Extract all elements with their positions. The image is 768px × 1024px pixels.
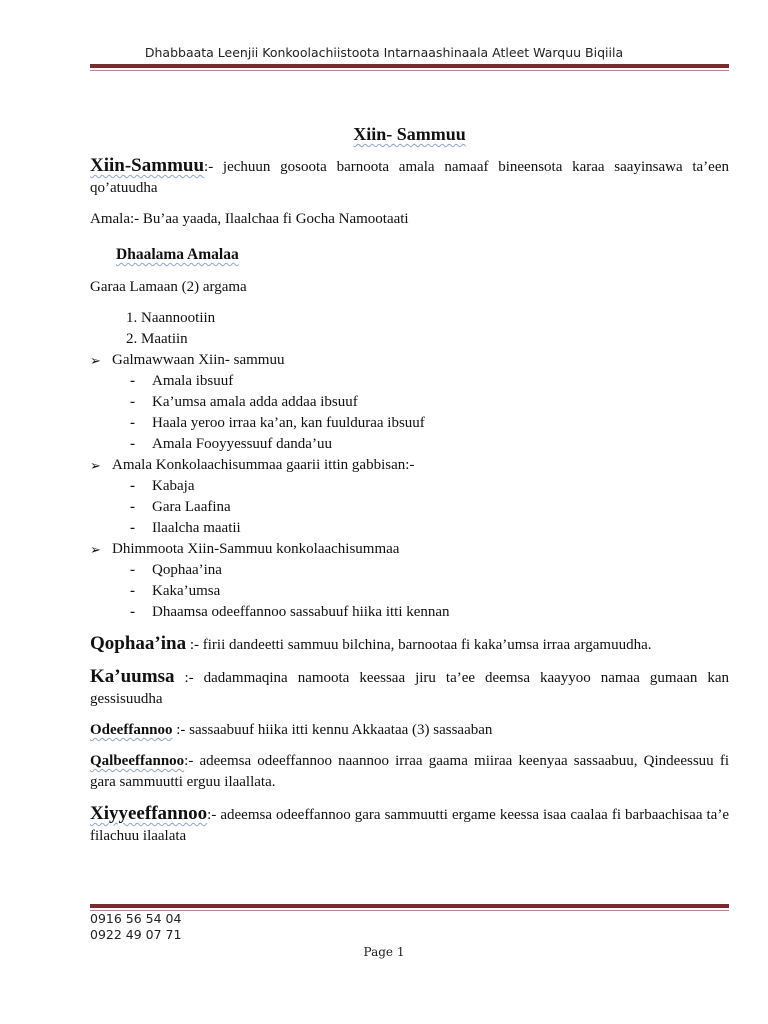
- subheading: Dhaalama Amalaa: [116, 246, 239, 263]
- dash-bullet-icon: -: [130, 436, 135, 452]
- dash-bullet-item: - Amala Fooyyessuuf danda’uu: [90, 434, 729, 455]
- arrow-bullet-item: ➢ Dhimmoota Xiin-Sammuu konkolaachisummaa: [90, 539, 729, 560]
- dash-bullet-item: - Qophaa’ina: [90, 560, 729, 581]
- dash-bullet-icon: -: [130, 394, 135, 410]
- definition-text: :- jechuun gosoota barnoota amala namaaf bineensota karaa saayinsawa ta’een qo’atuudha: [90, 159, 729, 196]
- dash-bullet-item: - Haala yeroo irraa ka’an, kan fuulduraa ibsuuf: [90, 413, 729, 434]
- term-paragraph: Qalbeeffannoo:- adeemsa odeeffannoo naannoo irraa gaama miiraa keenyaa sassaabuu, Qindeessuu fi gara sammuutti erguu ilaallata.: [90, 753, 729, 790]
- term: Ka’uumsa: [90, 666, 175, 687]
- definition-term: Xiin-Sammuu: [90, 155, 205, 176]
- dash-bullet-icon: -: [130, 562, 135, 578]
- numbered-item: 2. Maatiin: [126, 331, 188, 347]
- footer-phones: [90, 911, 181, 943]
- term: Odeeffannoo: [90, 722, 173, 738]
- section-list: [90, 350, 729, 623]
- dash-bullet-icon: -: [130, 478, 135, 494]
- header-rule: [90, 64, 729, 71]
- amala-line: Amala:- Bu’aa yaada, Ilaalchaa fi Gocha Namootaati: [90, 211, 409, 227]
- arrow-bullet-item: ➢ Amala Konkolaachisummaa gaarii ittin gabbisan:-: [90, 455, 729, 476]
- dash-bullet-item: - Ilaalcha maatii: [90, 518, 729, 539]
- arrow-bullet-icon: ➢: [90, 542, 101, 557]
- term: Xiyyeeffannoo: [90, 803, 208, 824]
- arrow-bullet-item: ➢ Galmawwaan Xiin- sammuu: [90, 350, 729, 371]
- dash-bullet-icon: -: [130, 583, 135, 599]
- term-paragraph: Ka’uumsa :- dadammaqina namoota keessaa jiru ta’ee deemsa kaayyoo namaa gumaan kan gessisuudha: [90, 666, 729, 707]
- dash-bullet-item: - Kabaja: [90, 476, 729, 497]
- dash-bullet-item: - Kaka’umsa: [90, 581, 729, 602]
- term-paragraph: Xiyyeeffannoo:- adeemsa odeeffannoo gara sammuutti ergame keessa isaa caalaa fi barbaachisaa ta’e filachuu ilaalata: [90, 803, 729, 844]
- definition-paragraph: [90, 155, 729, 199]
- doc-title: Xiin- Sammuu: [353, 124, 466, 144]
- dash-bullet-icon: -: [130, 520, 135, 536]
- term-paragraph: Qophaa’ina :- firii dandeetti sammuu bilchina, barnootaa fi kaka’umsa irraa argamuudha.: [90, 633, 652, 654]
- page-header: Dhabbaata Leenjii Konkoolachiistoota Intarnaashinaala Atleet Warquu Biqiila: [144, 45, 624, 60]
- footer-rule: [90, 904, 729, 911]
- term: Qalbeeffannoo: [90, 753, 185, 769]
- arrow-bullet-icon: ➢: [90, 458, 101, 473]
- dash-bullet-item: - Amala ibsuuf: [90, 371, 729, 392]
- term-paragraph: Odeeffannoo :- sassaabuuf hiika itti kennu Akkaataa (3) sassaaban: [90, 722, 493, 738]
- phone-number: 0922 49 07 71: [90, 927, 182, 942]
- arrow-bullet-icon: ➢: [90, 353, 101, 368]
- numbered-item: 1. Naannootiin: [126, 310, 216, 326]
- dash-bullet-icon: -: [130, 604, 135, 620]
- dash-bullet-icon: -: [130, 499, 135, 515]
- document-body: [90, 100, 729, 857]
- dash-bullet-item: - Dhaamsa odeeffannoo sassabuuf hiika itti kennan: [90, 602, 729, 623]
- dash-bullet-item: - Ka’umsa amala adda addaa ibsuuf: [90, 392, 729, 413]
- garaa-line: Garaa Lamaan (2) argama: [90, 279, 247, 295]
- term: Qophaa’ina: [90, 633, 187, 654]
- dash-bullet-icon: -: [130, 415, 135, 431]
- numbered-list: [90, 308, 729, 350]
- page-number: Page 1: [363, 945, 405, 959]
- dash-bullet-item: - Gara Laafina: [90, 497, 729, 518]
- dash-bullet-icon: -: [130, 373, 135, 389]
- phone-number: 0916 56 54 04: [90, 911, 182, 926]
